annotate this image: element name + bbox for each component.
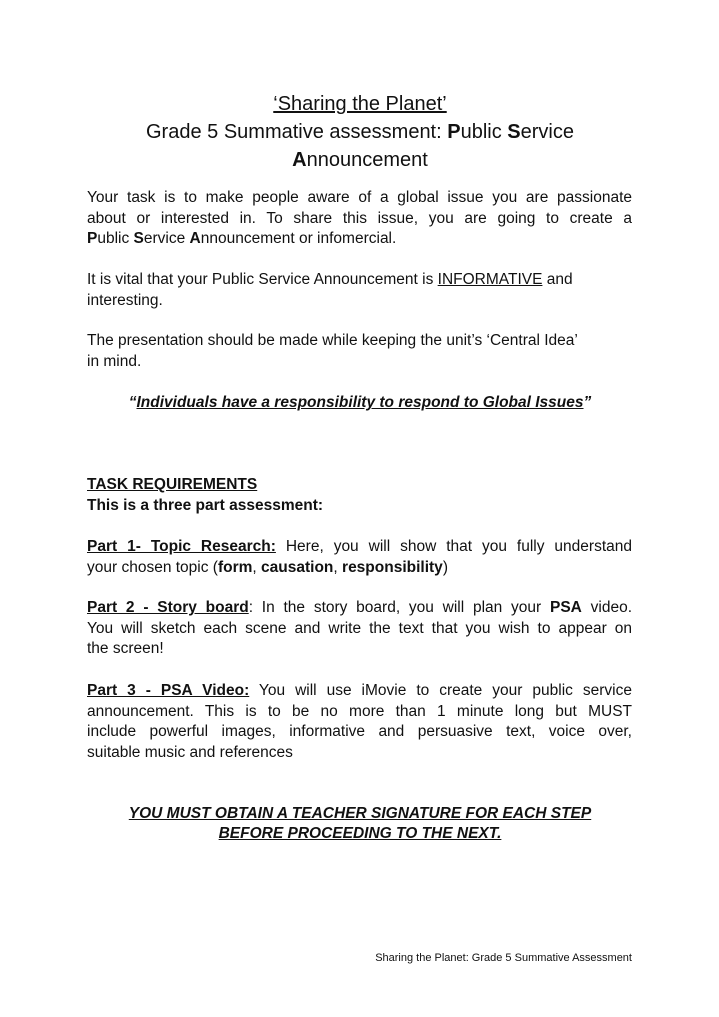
vital-paragraph (87, 270, 632, 311)
intro-paragraph (87, 188, 632, 250)
part-3-label: Part 3 - PSA Video: (87, 682, 250, 699)
presentation-line-2: in mind. (87, 352, 142, 370)
central-idea-text: Individuals have a responsibility to respond to Global Issues (136, 394, 584, 411)
page-footer: Sharing the Planet: Grade 5 Summative Assessment (375, 952, 632, 964)
warning-line-2: BEFORE PROCEEDING TO THE NEXT. (218, 825, 502, 842)
task-requirements-section (87, 475, 632, 516)
presentation-line-1: The presentation should be made while keeping the unit’s ‘Central Idea’ (87, 332, 578, 349)
title-assessment-line (88, 118, 632, 146)
part-1-line-1 (87, 537, 632, 558)
part-1-label: Part 1- Topic Research: (87, 538, 276, 555)
part-2-line-1 (87, 598, 632, 619)
central-idea-quote (88, 393, 632, 413)
title-word-nnouncement: nnouncement (306, 149, 428, 171)
vital-line-1 (87, 270, 632, 291)
intro-line-2: about or interested in. To share this issue, you are going to create a (87, 209, 632, 227)
part-3-paragraph (87, 681, 632, 763)
vital-prefix: It is vital that your Public Service Announcement is (87, 271, 438, 288)
part-2-text: : In the story board, you will plan your (248, 599, 550, 616)
presentation-paragraph (87, 331, 632, 372)
title-initial-a: A (292, 149, 307, 171)
part-2-line-2: You will sketch each scene and write the text that you wish to appear on (87, 619, 632, 637)
part-2-paragraph (87, 598, 632, 660)
part-3-line-4: suitable music and references (87, 743, 293, 761)
vital-line-2: interesting. (87, 291, 163, 309)
part-1-comma-1: , (252, 558, 262, 576)
intro-word-ervice: ervice (143, 230, 190, 247)
keyword-causation: causation (261, 558, 334, 576)
title-announcement-line (88, 146, 632, 174)
part-2-label: Part 2 - Story board (87, 599, 249, 616)
open-quote: “ (128, 394, 137, 411)
title-initial-s: S (507, 121, 521, 143)
teacher-signature-warning (88, 804, 632, 844)
task-requirements-heading: TASK REQUIREMENTS (87, 476, 258, 493)
part-1-topic-prefix: your chosen topic ( (87, 558, 218, 576)
part-2-text-end: video. (581, 599, 632, 616)
keyword-form: form (217, 558, 253, 576)
title-assessment-prefix: Grade 5 Summative assessment: (146, 121, 448, 143)
intro-line-3-rest: nnouncement or infomercial. (200, 230, 397, 247)
keyword-responsibility: responsibility (342, 558, 443, 576)
close-quote: ” (583, 394, 592, 411)
part-1-line-2 (87, 558, 632, 579)
part-3-text: You will use iMovie to create your public service (249, 682, 632, 699)
keyword-psa: PSA (549, 599, 582, 616)
intro-initial-a: A (189, 230, 201, 247)
document-title (88, 90, 632, 174)
title-initial-p: P (447, 121, 461, 143)
intro-initial-s: S (133, 230, 144, 247)
part-1-text: Here, you will show that you fully understand (275, 538, 632, 555)
part-1-close-paren: ) (442, 558, 448, 576)
part-3-line-2: announcement. This is to be no more than 1 minute long but MUST (87, 702, 632, 720)
title-unit-name: ‘Sharing the Planet’ (273, 93, 447, 115)
part-3-line-3: include powerful images, informative and persuasive text, voice over, (87, 723, 632, 740)
intro-initial-p: P (87, 230, 98, 247)
part-2-line-3: the screen! (87, 640, 164, 657)
title-word-ublic: ublic (460, 121, 508, 143)
task-requirements-subheading: This is a three part assessment: (87, 496, 324, 514)
part-3-line-1 (87, 681, 632, 702)
intro-word-ublic: ublic (97, 230, 134, 247)
part-1-comma-2: , (333, 558, 343, 576)
intro-line-1: Your task is to make people aware of a global issue you are passionate (87, 189, 632, 206)
part-1-paragraph (87, 537, 632, 578)
title-word-ervice: ervice (520, 121, 574, 143)
warning-line-1: YOU MUST OBTAIN A TEACHER SIGNATURE FOR EACH STEP (128, 805, 592, 822)
informative-emphasis: INFORMATIVE (437, 271, 543, 288)
vital-suffix: and (542, 271, 573, 288)
intro-line-3 (87, 229, 632, 250)
